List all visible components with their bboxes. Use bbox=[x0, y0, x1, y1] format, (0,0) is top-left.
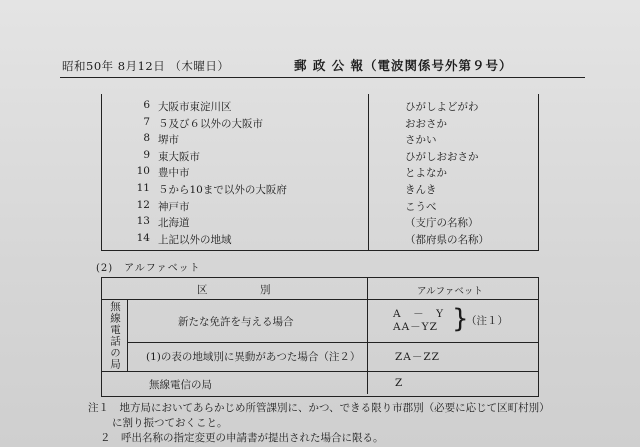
area-kana: （都府県の名称） bbox=[405, 233, 489, 246]
area-number: 8 bbox=[143, 132, 150, 145]
page-header bbox=[62, 58, 582, 76]
area-table bbox=[101, 94, 539, 251]
area-kana: きんき bbox=[405, 184, 437, 196]
area-number: 14 bbox=[136, 231, 150, 244]
row2-line bbox=[102, 371, 538, 372]
note-1: 注１ 地方局においてあらかじめ所管課別に、かつ、できる限り市郡別（必要に応じて区町村別） bbox=[88, 402, 550, 414]
row3-label: 無線電信の局 bbox=[149, 379, 212, 391]
row1-note: （注１） bbox=[466, 315, 508, 327]
alphabet-heading: (2) アルファベット bbox=[96, 263, 201, 274]
area-kana: ひがしよどがわ bbox=[405, 101, 479, 113]
header-row-line bbox=[102, 299, 538, 300]
row2-value: ZA－ZZ bbox=[395, 351, 440, 363]
area-row bbox=[102, 149, 538, 167]
area-name: 上記以外の地域 bbox=[158, 233, 232, 246]
area-name: 豊中市 bbox=[158, 167, 190, 180]
area-kana: おおさか bbox=[405, 117, 447, 130]
area-row bbox=[102, 99, 538, 117]
alphabet-col-divider bbox=[367, 278, 368, 394]
area-row bbox=[102, 215, 538, 233]
area-row bbox=[102, 165, 538, 183]
row1-line bbox=[127, 342, 538, 343]
note-2: ２ 呼出名称の指定変更の申請書が提出された場合に限る。 bbox=[100, 432, 384, 444]
col-alphabet-header: アルファベット bbox=[417, 286, 483, 297]
area-number: 10 bbox=[136, 165, 150, 178]
area-name: ５及び６以外の大阪市 bbox=[158, 117, 263, 130]
area-row bbox=[102, 116, 538, 134]
area-number: 11 bbox=[136, 182, 150, 194]
area-number: 13 bbox=[136, 215, 150, 228]
row1-value-line2: AA－YZ bbox=[393, 321, 438, 333]
area-row bbox=[102, 199, 538, 217]
area-row bbox=[102, 132, 538, 150]
group-label-radiotelephone: 無線電話の局 bbox=[109, 301, 121, 370]
area-name: 神戸市 bbox=[158, 200, 190, 213]
area-number: 6 bbox=[143, 99, 150, 111]
header-date: 昭和50年 8月12日 （木曜日） bbox=[62, 59, 230, 73]
header-rule bbox=[60, 77, 585, 78]
area-name: 北海道 bbox=[158, 217, 190, 230]
area-number: 7 bbox=[143, 115, 150, 128]
area-kana: （支庁の名称） bbox=[405, 217, 479, 230]
area-row bbox=[102, 182, 538, 200]
row1-value-line1: A － Y bbox=[393, 308, 445, 320]
note-1-continued: に割り振つておくこと。 bbox=[112, 417, 228, 429]
area-name: 堺市 bbox=[158, 134, 179, 147]
row1-label: 新たな免許を与える場合 bbox=[178, 316, 294, 328]
area-name: 東大阪市 bbox=[158, 150, 200, 163]
header-title: 郵 政 公 報（電波関係号外第９号） bbox=[294, 58, 513, 73]
area-kana: こうべ bbox=[405, 200, 437, 213]
col-category-header: 区 別 bbox=[197, 284, 271, 296]
area-number: 9 bbox=[143, 148, 150, 161]
area-kana: とよなか bbox=[405, 167, 447, 180]
area-kana: ひがしおおさか bbox=[405, 150, 479, 163]
area-kana: さかい bbox=[405, 134, 437, 147]
area-name: ５から10まで以外の大阪府 bbox=[158, 184, 287, 196]
alphabet-table bbox=[101, 277, 539, 397]
brace-symbol: } bbox=[452, 304, 469, 334]
area-number: 12 bbox=[136, 198, 150, 211]
row2-label: (1)の表の地域別に異動があつた場合（注２） bbox=[146, 351, 361, 363]
area-row bbox=[102, 232, 538, 250]
area-name: 大阪市東淀川区 bbox=[158, 101, 232, 113]
row3-value: Z bbox=[395, 377, 403, 389]
